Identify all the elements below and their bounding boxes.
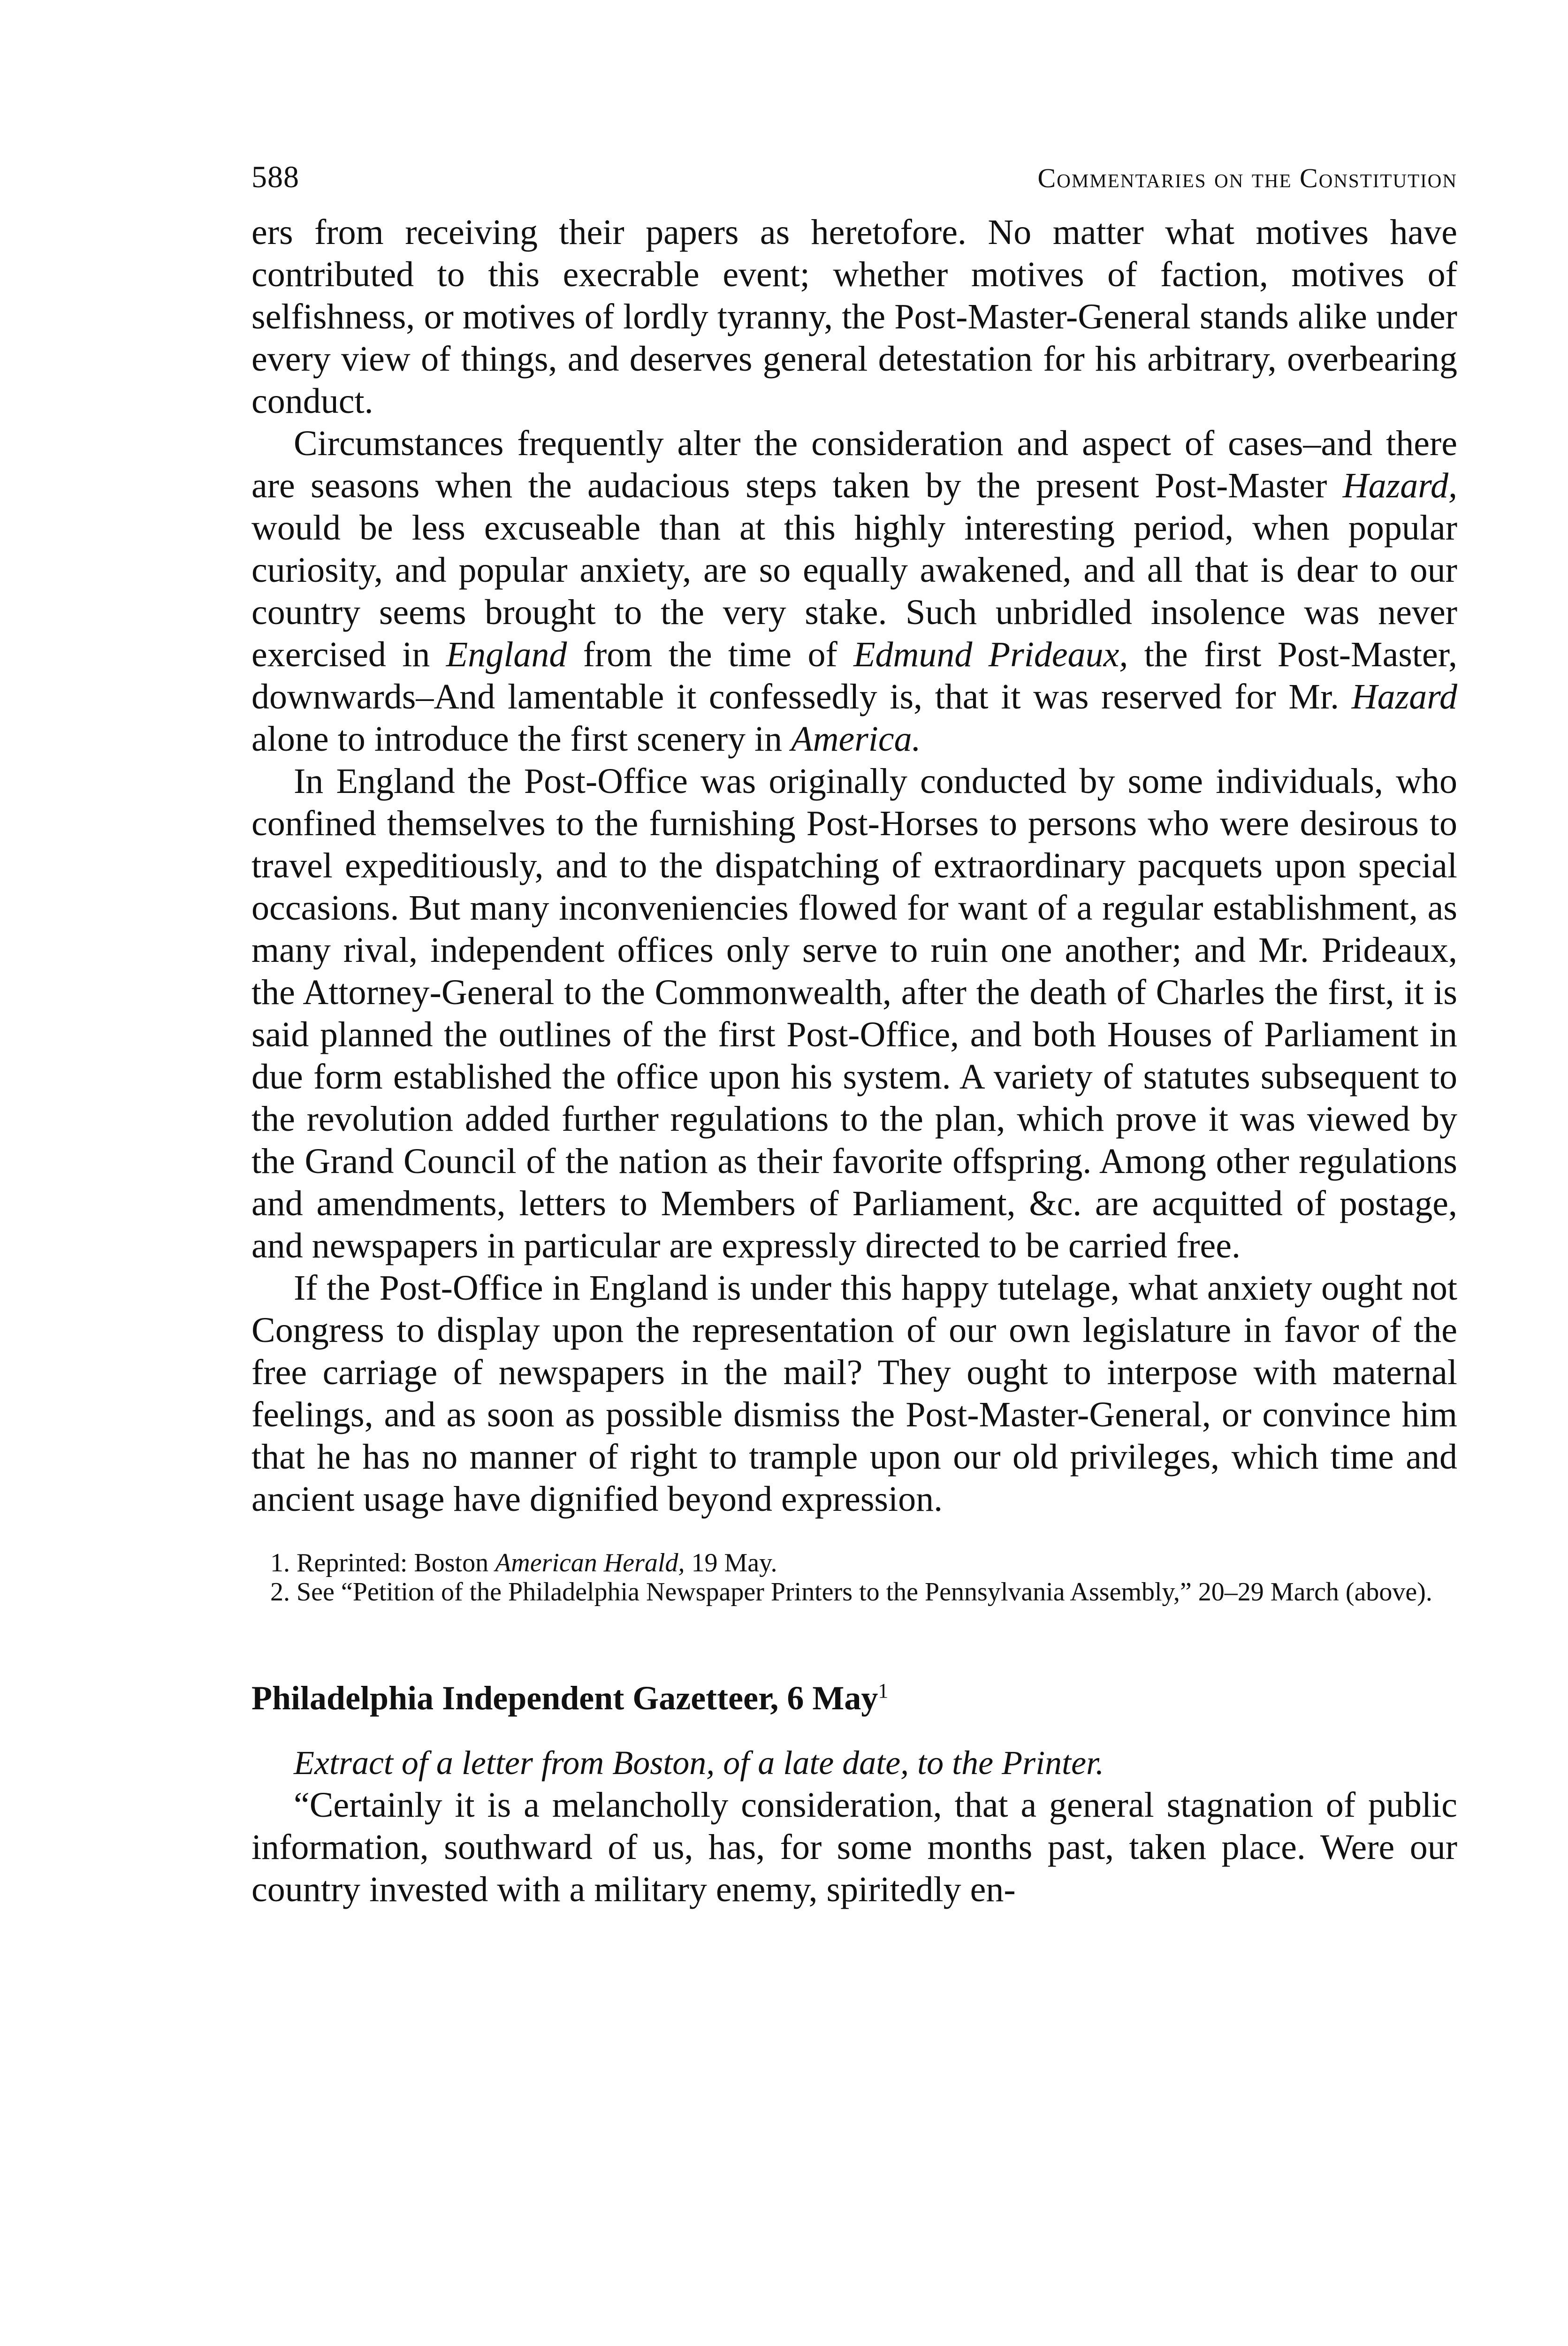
footnote-1-paper: American Herald, xyxy=(495,1548,685,1577)
footnotes xyxy=(251,1548,1457,1607)
place-england: England xyxy=(446,635,567,674)
paragraph-2 xyxy=(251,422,1457,760)
paragraph-2-text-d: the first Post-Master, downwards–And lamentable it confessedly is, that it was reserved for Mr. xyxy=(251,635,1458,716)
paragraph-1: ers from receiving their papers as heretofore. No matter what motives have contributed to this execrable event; whether motives of faction, motives of selfishness, or motives of lordly tyranny, the Post-Master-General stands alike under every view of things, and deserves general detestation for his arbitrary, overbearing conduct. xyxy=(251,213,1457,421)
page-number: 588 xyxy=(251,160,299,194)
body-text xyxy=(251,211,1457,1520)
paragraph-2-text-b: would be less excuseable than at this highly interesting period, when popular curiosity, and popular anxiety, are so equally awakened, and all that is dear to our country seems brought to the very stake. Such unbridled insolence was never exercised in xyxy=(251,508,1457,674)
place-america: America. xyxy=(791,719,921,759)
footnote-1 xyxy=(251,1548,1457,1577)
letter-dateline: Extract of a letter from Boston, of a late date, to the Printer. xyxy=(294,1744,1104,1782)
section-heading xyxy=(251,1677,1457,1719)
running-header xyxy=(251,160,1457,211)
footnote-1-prefix: 1. Reprinted: Boston xyxy=(270,1548,495,1577)
name-prideaux: Edmund Prideaux, xyxy=(853,635,1128,674)
paragraph-3: In England the Post-Office was originally conducted by some individuals, who confined themselves to the furnishing Post-Horses to persons who were desirous to travel expeditiously, and to the dispatching of extraordinary pacquets upon special occasions. But many inconveniencies flowed for want of a regular establishment, as many rival, independent offices only serve to ruin one another; and Mr. Prideaux, the Attorney-General to the Commonwealth, after the death of Charles the first, it is said planned the outlines of the first Post-Office, and both Houses of Parliament in due form established the office upon his system. A variety of statutes subsequent to the revolution added further regulations to the plan, which prove it was viewed by the Grand Council of the nation as their favorite offspring. Among other regulations and amendments, letters to Members of Parliament, &c. are acquitted of postage, and newspapers in particular are expressly directed to be carried free. xyxy=(251,762,1457,1265)
document-page xyxy=(251,160,1457,1911)
footnote-1-suffix: 19 May. xyxy=(685,1548,777,1577)
running-title: Commentaries on the Constitution xyxy=(1037,163,1457,193)
name-hazard: Hazard, xyxy=(1342,466,1457,505)
paragraph-2-text-e: alone to introduce the first scenery in xyxy=(251,719,792,759)
section-heading-text: Philadelphia Independent Gazetteer, 6 May xyxy=(251,1679,878,1717)
paragraph-2-text-a: Circumstances frequently alter the consideration and aspect of cases–and there are seasons when the audacious steps taken by the present Post-Master xyxy=(251,424,1457,505)
section-paragraph-1: “Certainly it is a melancholly consideration, that a general stagnation of public information, southward of us, has, for some months past, taken place. Were our country invested with a military enemy, spiritedly en- xyxy=(251,1785,1457,1909)
section-heading-footnote-marker: 1 xyxy=(878,1679,889,1702)
section-body xyxy=(251,1784,1457,1911)
footnote-2: 2. See “Petition of the Philadelphia Newspaper Printers to the Pennsylvania Assembly,” 20–29 March (above). xyxy=(270,1577,1432,1607)
name-hazard-2: Hazard xyxy=(1351,677,1457,716)
paragraph-4: If the Post-Office in England is under this happy tutelage, what anxiety ought not Congress to display upon the representation of our own legislature in favor of the free carriage of newspapers in the mail? They ought to interpose with maternal feelings, and as soon as possible dismiss the Post-Master-General, or convince him that he has no manner of right to trample upon our old privileges, which time and ancient usage have dignified beyond expression. xyxy=(251,1268,1457,1519)
paragraph-2-text-c: from the time of xyxy=(567,635,854,674)
